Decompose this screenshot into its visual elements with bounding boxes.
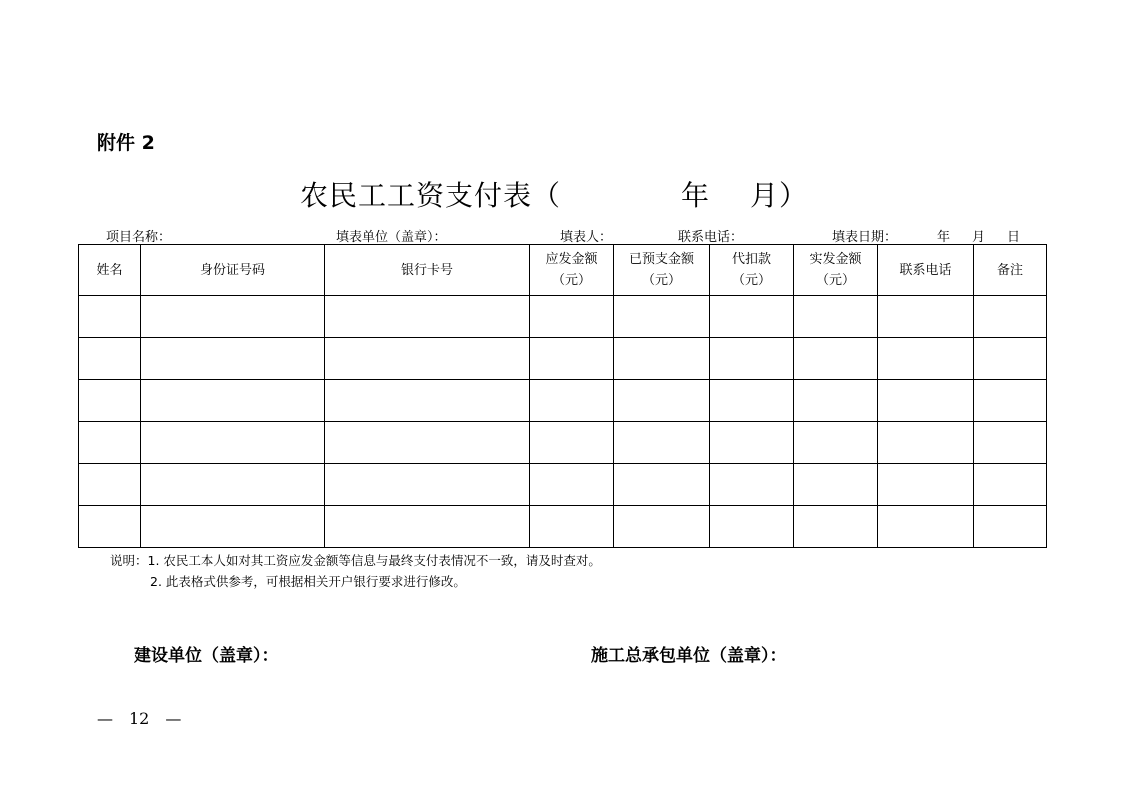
meta-contact-phone: 联系电话： [678,230,744,245]
table-cell[interactable] [974,380,1047,422]
table-cell[interactable] [878,422,974,464]
table-cell[interactable] [79,380,141,422]
header-actual-amount: 实发金额 （元） [794,245,878,296]
table-cell[interactable] [974,338,1047,380]
table-cell[interactable] [710,506,794,548]
meta-filler: 填表人： [560,230,613,245]
page-number: — 12 — [97,709,182,728]
table-cell[interactable] [710,296,794,338]
table-cell[interactable] [614,380,710,422]
table-cell[interactable] [794,506,878,548]
table-cell[interactable] [79,422,141,464]
header-advanced-amount: 已预支金额 （元） [614,245,710,296]
wage-payment-table [78,244,1047,548]
table-cell[interactable] [614,422,710,464]
table-cell[interactable] [325,380,530,422]
table-cell[interactable] [141,338,325,380]
table-cell[interactable] [614,296,710,338]
table-cell[interactable] [878,296,974,338]
form-title [300,174,808,214]
table-cell[interactable] [141,422,325,464]
table-row [79,380,1047,422]
meta-fill-date: 填表日期： [832,230,898,245]
table-row [79,506,1047,548]
table-cell[interactable] [79,338,141,380]
table-cell[interactable] [878,464,974,506]
header-phone: 联系电话 [878,245,974,296]
table-cell[interactable] [794,296,878,338]
table-cell[interactable] [325,296,530,338]
table-cell[interactable] [614,506,710,548]
table-cell[interactable] [974,506,1047,548]
table-cell[interactable] [614,464,710,506]
title-year: 年 [681,179,711,212]
table-cell[interactable] [878,338,974,380]
header-bank-card: 银行卡号 [325,245,530,296]
header-deduction: 代扣款 （元） [710,245,794,296]
table-cell[interactable] [710,380,794,422]
table-cell[interactable] [141,380,325,422]
table-cell[interactable] [325,506,530,548]
table-cell[interactable] [794,464,878,506]
table-cell[interactable] [710,422,794,464]
table-cell[interactable] [325,338,530,380]
table-cell[interactable] [141,506,325,548]
table-row [79,338,1047,380]
table-cell[interactable] [878,380,974,422]
table-cell[interactable] [325,422,530,464]
title-month: 月） [750,179,809,212]
header-payable-amount: 应发金额 （元） [530,245,614,296]
table-cell[interactable] [974,296,1047,338]
table-cell[interactable] [141,296,325,338]
table-cell[interactable] [530,296,614,338]
table-cell[interactable] [794,338,878,380]
table-cell[interactable] [79,296,141,338]
table-cell[interactable] [530,506,614,548]
table-cell[interactable] [79,464,141,506]
table-header-row [79,245,1047,296]
table-cell[interactable] [794,380,878,422]
table-cell[interactable] [530,422,614,464]
table-cell[interactable] [974,464,1047,506]
meta-year: 年 [937,230,951,245]
meta-day: 日 [1007,230,1021,245]
meta-project-name: 项目名称： [106,230,172,245]
signature-general-contractor: 施工总承包单位（盖章）： [591,646,787,666]
table-cell[interactable] [325,464,530,506]
header-name: 姓名 [79,245,141,296]
note-line-2: 2. 此表格式供参考，可根据相关开户银行要求进行修改。 [150,574,466,589]
table-cell[interactable] [530,464,614,506]
signature-construction-unit: 建设单位（盖章）： [134,646,279,666]
table-row [79,422,1047,464]
note-line-1: 说明：1. 农民工本人如对其工资应发金额等信息与最终支付表情况不一致，请及时查对。 [110,553,601,568]
table-cell[interactable] [530,380,614,422]
table-cell[interactable] [614,338,710,380]
header-id-number: 身份证号码 [141,245,325,296]
meta-reporting-unit: 填表单位（盖章）： [336,230,447,245]
table-cell[interactable] [974,422,1047,464]
table-row [79,464,1047,506]
table-cell[interactable] [141,464,325,506]
table-cell[interactable] [79,506,141,548]
title-main: 农民工工资支付表（ [300,179,562,212]
table-row [79,296,1047,338]
annex-label: 附件 2 [97,132,155,154]
table-cell[interactable] [794,422,878,464]
table-cell[interactable] [710,464,794,506]
meta-month: 月 [972,230,986,245]
table-cell[interactable] [530,338,614,380]
table-cell[interactable] [878,506,974,548]
header-remarks: 备注 [974,245,1047,296]
table-cell[interactable] [710,338,794,380]
